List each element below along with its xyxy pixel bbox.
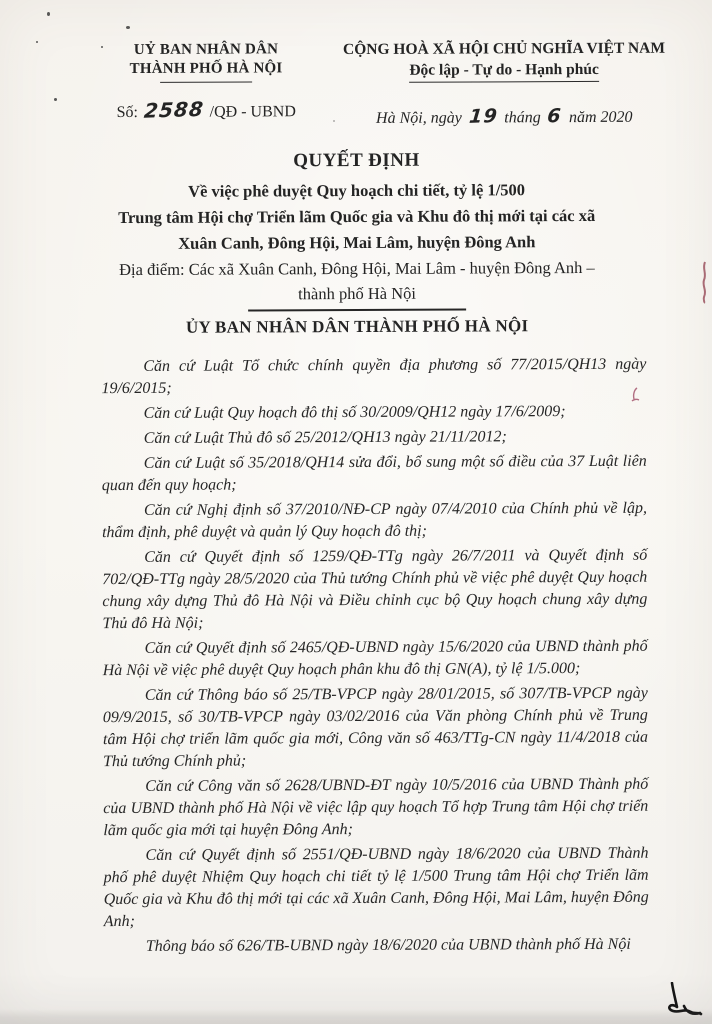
decision-subject-line: Về việc phê duyệt Quy hoạch chi tiết, tỷ lệ 1/500 [188, 180, 526, 201]
date-lead: Hà Nội, ngày [375, 109, 462, 127]
decision-heading: QUYẾT ĐỊNH [293, 149, 420, 172]
decision-subject-line: Trung tâm Hội chợ Triển lãm Quốc gia và Khu đô thị mới tại các xã [118, 205, 596, 228]
issuer-heading: ỦY BAN NHÂN DÂN THÀNH PHỐ HÀ NỘI [185, 316, 529, 337]
legal-basis-paragraph: Căn cứ Công văn số 2628/UBND-ĐT ngày 10/5/2016 của UBND Thành phố của UBND thành phố Hà Nội về việc lập quy hoạch Tổ hợp Trung tâm Hội chợ triển lãm quốc gia mới tại huyện Đông Anh; [103, 775, 649, 840]
decision-title-block [53, 148, 660, 313]
location-line1: Địa điểm: Các xã Xuân Canh, Đông Hội, Mai Lâm - huyện Đông Anh – [119, 257, 595, 280]
document-number-line [86, 97, 326, 122]
legal-basis-paragraph: Căn cứ Luật Tổ chức chính quyền địa phương số 77/2015/QH13 ngày 19/6/2015; [101, 355, 647, 398]
date-mid: tháng [504, 109, 541, 127]
date-tail: năm 2020 [568, 108, 633, 127]
title-underline [248, 309, 466, 312]
scan-speck [54, 98, 57, 101]
legal-basis-paragraph: Căn cứ Quyết định số 2465/QĐ-UBND ngày 15/6/2020 của UBND thành phố Hà Nội về việc phê duyệt Quy hoạch phân khu đô thị GN(A), tỷ lệ 1/5.000; [102, 637, 648, 680]
national-title: CỘNG HOÀ XÃ HỘI CHỦ NGHĨA VIỆT NAM [342, 39, 665, 59]
red-ink-mark-margin [629, 386, 641, 404]
document-number-suffix: /QĐ - UBND [209, 103, 296, 121]
scan-speck [101, 46, 103, 48]
national-motto-block [334, 39, 674, 128]
legal-basis-section [101, 354, 649, 961]
date-day-handwritten: 19 [467, 105, 499, 128]
legal-basis-paragraph: Căn cứ Quyết định số 1259/QĐ-TTg ngày 26/7/2011 và Quyết định số 702/QĐ-TTg ngày 28/5/2020 của Thủ tướng Chính phủ về việc phê duyệt Quy hoạch chung xây dựng Thủ đô Hà Nội và Điều chỉnh cục bộ Quy hoạch chung xây dựng Thủ đô Hà Nội; [102, 546, 648, 633]
document-number-prefix: Số: [116, 103, 139, 122]
scan-speck [47, 12, 50, 16]
scan-bottom-edge [0, 1009, 712, 1024]
date-line [334, 105, 674, 128]
legal-basis-paragraph: Căn cứ Luật số 35/2018/QH14 sửa đổi, bổ sung một số điều của 37 Luật liên quan đến quy hoạch; [101, 452, 647, 495]
legal-basis-paragraph: Căn cứ Nghị định số 37/2010/NĐ-CP ngày 07/4/2010 của Chính phủ về lập, thẩm định, phê duyệt và quản lý Quy hoạch đô thị; [102, 499, 648, 542]
decision-subject [54, 177, 660, 258]
legal-basis-paragraph: Căn cứ Thông báo số 25/TB-VPCP ngày 28/01/2015, số 307/TB-VPCP ngày 09/9/2015, số 30/TB-VPCP ngày 03/02/2016 của Văn phòng Chính phủ về Trung tâm Hội chợ triển lãm quốc gia mới, Công văn số 463/TTg-CN ngày 11/4/2018 của Thủ tướng Chính phủ; [102, 684, 649, 771]
red-ink-mark-right-edge [699, 260, 711, 304]
scan-speck [333, 120, 335, 122]
scan-speck [126, 26, 130, 29]
legal-basis-paragraph: Căn cứ Luật Thủ đô số 25/2012/QH13 ngày 21/11/2012; [143, 428, 507, 447]
document-number-handwritten: 2588 [142, 96, 205, 123]
legal-basis-paragraph: Thông báo số 626/TB-UBND ngày 18/6/2020 của UBND thành phố Hà Nội [145, 935, 631, 955]
decision-subject-line: Xuân Canh, Đông Hội, Mai Lâm, huyện Đông Anh [178, 232, 536, 253]
date-month-handwritten: 6 [546, 104, 563, 128]
scan-speck [36, 41, 38, 43]
legal-basis-paragraph: Căn cứ Quyết định số 2551/QĐ-UBND ngày 18/6/2020 của UBND Thành phố phê duyệt Nhiệm Quy hoạch chi tiết tỷ lệ 1/500 Trung tâm Hội chợ Triển lãm Quốc gia và Khu đô thị mới tại các xã Xuân Canh, Đông Hội, Mai Lâm, huyện Đông Anh; [103, 844, 649, 931]
national-motto: Độc lập - Tự do - Hạnh phúc [409, 61, 599, 83]
location-line2: thành phố Hà Nội [298, 283, 416, 304]
org-name-underline [160, 81, 252, 82]
issuing-org-block [86, 40, 326, 122]
org-name-line2: THÀNH PHỐ HÀ NỘI [129, 60, 283, 77]
legal-basis-paragraph: Căn cứ Luật Quy hoạch đô thị số 30/2009/QH12 ngày 17/6/2009; [143, 403, 566, 422]
org-name-line1: UỶ BAN NHÂN DÂN [133, 41, 279, 58]
